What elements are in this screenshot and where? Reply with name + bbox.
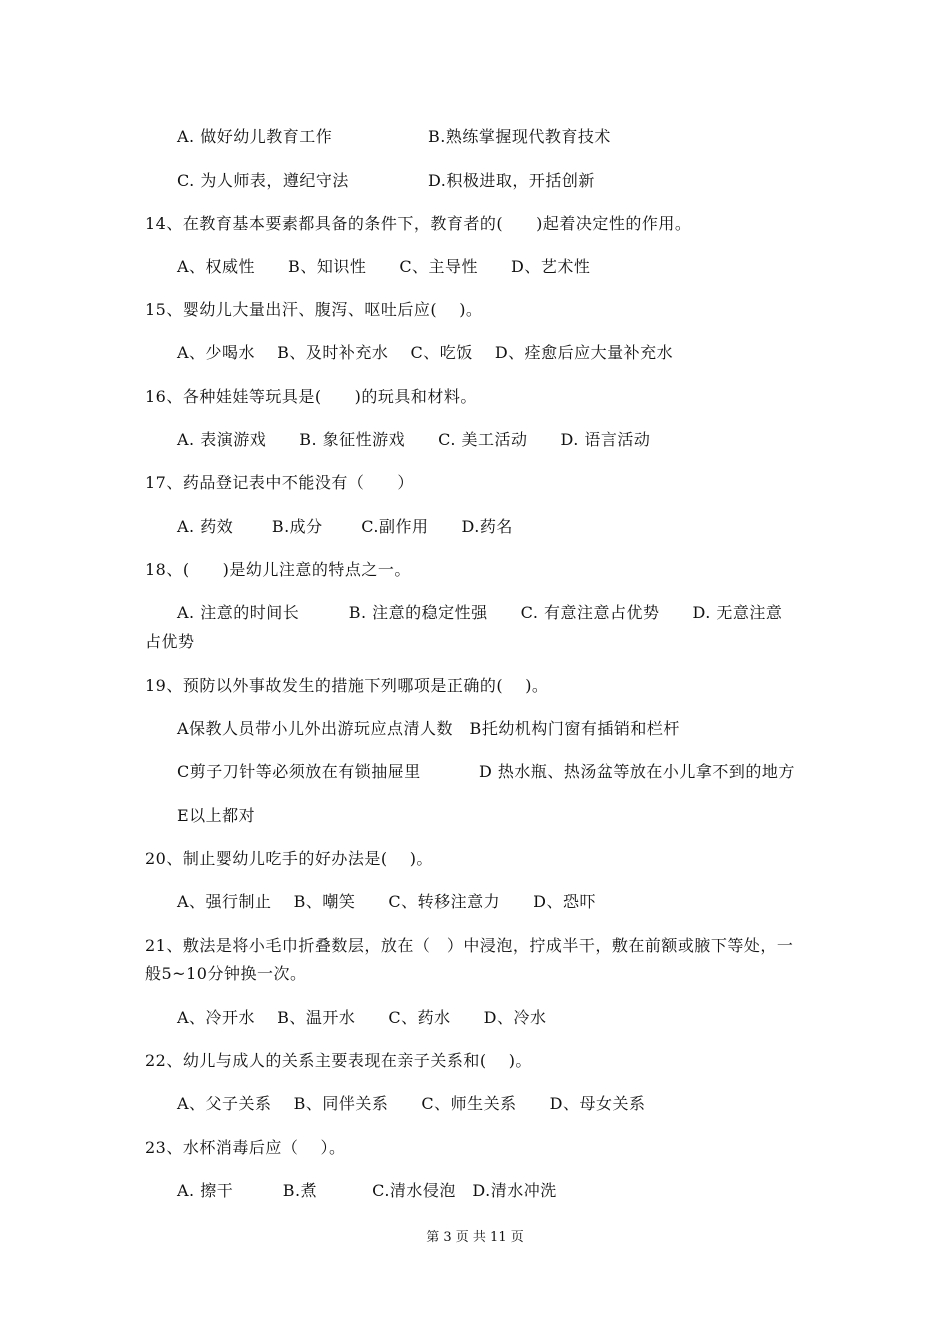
options-21: A、冷开水 B、温开水 C、药水 D、冷水 <box>177 1008 547 1027</box>
option-19e: E以上都对 <box>177 806 256 825</box>
question-21: 21、敷法是将小毛巾折叠数层，放在（ ）中浸泡，拧成半干，敷在前额或腋下等处，一 <box>145 936 794 955</box>
question-22: 22、幼儿与成人的关系主要表现在亲子关系和( )。 <box>145 1051 532 1070</box>
question-23: 23、水杯消毒后应（ ）。 <box>145 1138 346 1157</box>
option-13d: D.积极进取，开括创新 <box>428 171 595 190</box>
options-17: A. 药效 B.成分 C.副作用 D.药名 <box>177 517 513 536</box>
page-footer: 第 3 页 共 11 页 <box>426 1230 524 1245</box>
option-19c: C剪子刀针等必须放在有锁抽屉里 <box>177 762 421 781</box>
question-21-continued: 般5~10分钟换一次。 <box>145 964 307 983</box>
question-20: 20、制止婴幼儿吃手的好办法是( )。 <box>145 849 433 868</box>
question-14: 14、在教育基本要素都具备的条件下，教育者的( )起着决定性的作用。 <box>145 214 692 233</box>
question-18: 18、( )是幼儿注意的特点之一。 <box>145 560 411 579</box>
question-15: 15、婴幼儿大量出汗、腹泻、呕吐后应( )。 <box>145 300 483 319</box>
options-22: A、父子关系 B、同伴关系 C、师生关系 D、母女关系 <box>177 1094 646 1113</box>
question-17: 17、药品登记表中不能没有（ ） <box>145 473 414 492</box>
options-15: A、少喝水 B、及时补充水 C、吃饭 D、痊愈后应大量补充水 <box>177 343 674 362</box>
options-14: A、权威性 B、知识性 C、主导性 D、艺术性 <box>177 257 591 276</box>
options-20: A、强行制止 B、嘲笑 C、转移注意力 D、恐吓 <box>177 892 596 911</box>
options-23: A. 擦干 B.煮 C.清水侵泡 D.清水冲洗 <box>177 1181 557 1200</box>
option-19d: D 热水瓶、热汤盆等放在小儿拿不到的地方 <box>479 762 795 781</box>
options-18-continued: 占优势 <box>145 632 195 651</box>
option-13a: A. 做好幼儿教育工作 <box>177 127 333 146</box>
options-16: A. 表演游戏 B. 象征性游戏 C. 美工活动 D. 语言活动 <box>177 430 651 449</box>
options-19-ab: A保教人员带小儿外出游玩应点清人数 B托幼机构门窗有插销和栏杆 <box>177 719 680 738</box>
option-13c: C. 为人师表，遵纪守法 <box>177 171 349 190</box>
question-19: 19、预防以外事故发生的措施下列哪项是正确的( )。 <box>145 676 549 695</box>
question-16: 16、各种娃娃等玩具是( )的玩具和材料。 <box>145 387 477 406</box>
option-13b: B.熟练掌握现代教育技术 <box>428 127 611 146</box>
options-18: A. 注意的时间长 B. 注意的稳定性强 C. 有意注意占优势 D. 无意注意 <box>177 603 783 622</box>
